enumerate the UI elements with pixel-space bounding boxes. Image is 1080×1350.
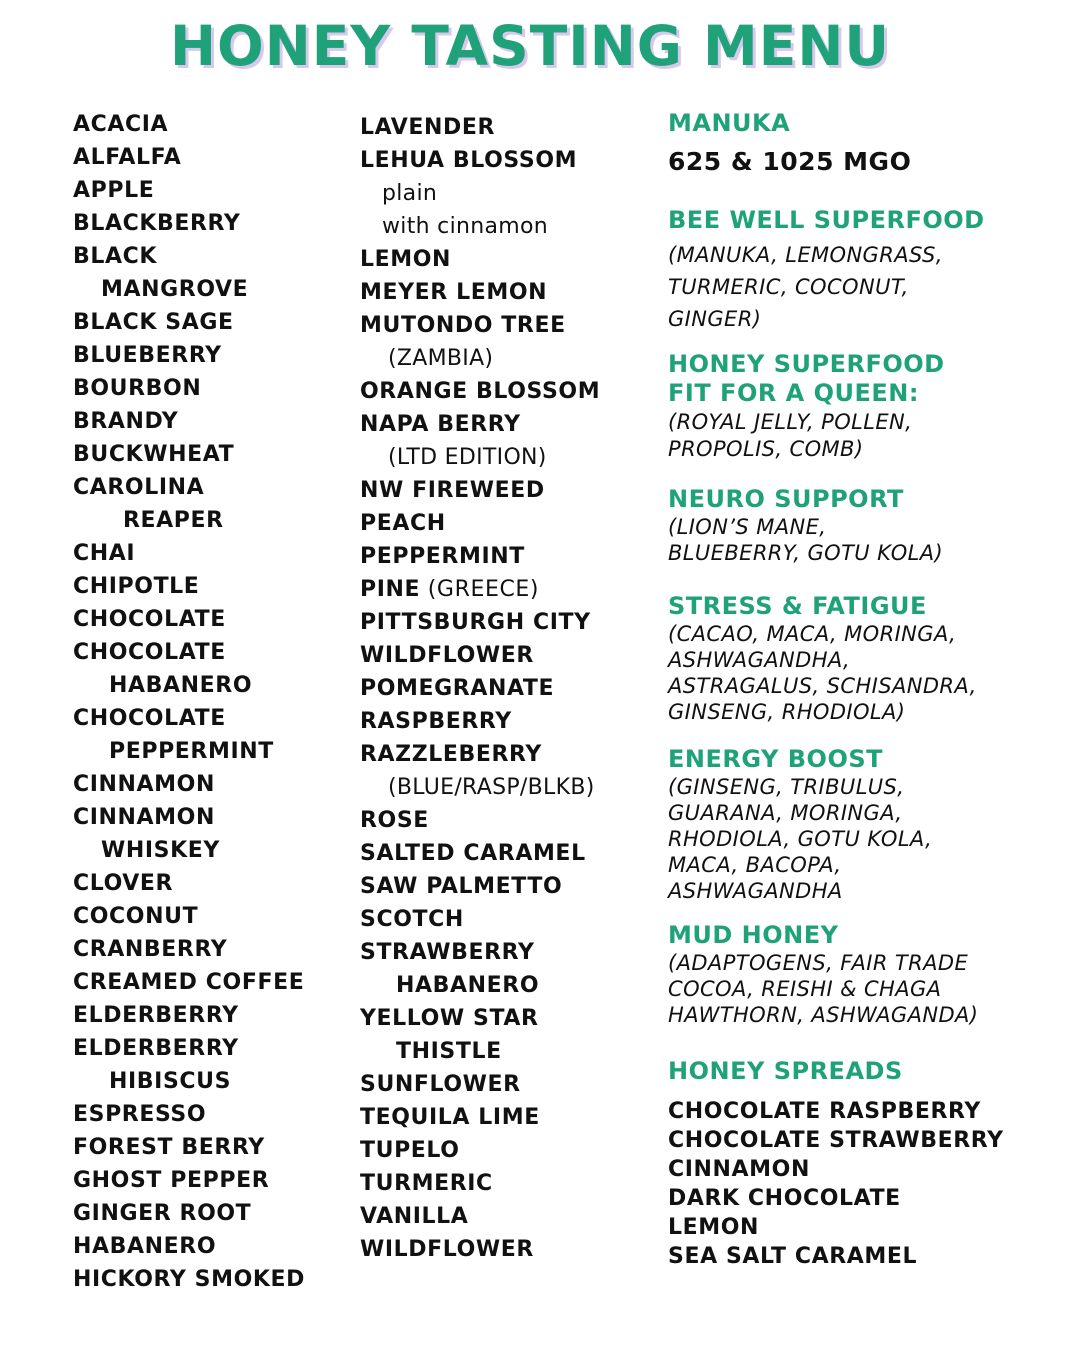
section-heading-bee-well: BEE WELL SUPERFOOD — [668, 206, 985, 234]
section-desc-line: (MANUKA, LEMONGRASS, — [668, 243, 943, 267]
menu-item: ALFALFA — [73, 145, 182, 170]
spread-item: CHOCOLATE STRAWBERRY — [668, 1128, 1004, 1153]
section-desc-line: BLUEBERRY, GOTU KOLA) — [668, 541, 944, 565]
spread-item: CINNAMON — [668, 1157, 810, 1182]
menu-item-note: (GREECE) — [420, 577, 540, 602]
menu-item: CHAI — [73, 541, 136, 566]
menu-item: ELDERBERRY — [73, 1003, 239, 1028]
section-heading-stress: STRESS & FATIGUE — [668, 592, 927, 620]
section-desc-line: GINSENG, RHODIOLA) — [668, 700, 906, 724]
menu-item: BLACKBERRY — [73, 211, 241, 236]
menu-item: CREAMED COFFEE — [73, 970, 305, 995]
section-sub-manuka: 625 & 1025 MGO — [668, 147, 912, 176]
section-desc-line: GUARANA, MORINGA, — [668, 801, 903, 825]
menu-item: COCONUT — [73, 904, 199, 929]
menu-item: BLUEBERRY — [73, 343, 222, 368]
menu-item: PEACH — [360, 511, 446, 536]
menu-item: GINGER ROOT — [73, 1201, 252, 1226]
menu-item: CHOCOLATE — [73, 640, 226, 665]
menu-item-continuation: REAPER — [123, 508, 224, 533]
menu-item: RASPBERRY — [360, 709, 512, 734]
menu-item: HABANERO — [73, 1234, 217, 1259]
menu-item-note: (BLUE/RASP/BLKB) — [388, 775, 595, 800]
section-desc-line: (ADAPTOGENS, FAIR TRADE — [668, 951, 969, 975]
section-desc-line: TURMERIC, COCONUT, — [668, 275, 909, 299]
menu-item: LEMON — [360, 247, 452, 272]
menu-item-continuation: HIBISCUS — [109, 1069, 232, 1094]
menu-item: CRANBERRY — [73, 937, 228, 962]
section-heading-queen-2: FIT FOR A QUEEN: — [668, 379, 919, 407]
menu-item: SCOTCH — [360, 907, 464, 932]
menu-item: LEHUA BLOSSOM — [360, 148, 578, 173]
section-desc-line: COCOA, REISHI & CHAGA — [668, 977, 942, 1001]
menu-item: LAVENDER — [360, 115, 496, 140]
menu-item: MUTONDO TREE — [360, 313, 566, 338]
menu-item: PEPPERMINT — [360, 544, 525, 569]
menu-item-continuation: HABANERO — [109, 673, 253, 698]
menu-item-continuation: WHISKEY — [101, 838, 220, 863]
spread-item: CHOCOLATE RASPBERRY — [668, 1099, 981, 1124]
menu-item: GHOST PEPPER — [73, 1168, 270, 1193]
spread-item: SEA SALT CARAMEL — [668, 1244, 918, 1269]
section-desc-line: ASHWAGANDHA, — [668, 648, 851, 672]
menu-item-continuation: HABANERO — [396, 973, 540, 998]
section-desc-line: MACA, BACOPA, — [668, 853, 842, 877]
section-desc-line: ASHWAGANDHA — [668, 879, 843, 903]
menu-item: BUCKWHEAT — [73, 442, 235, 467]
menu-item-note: (ZAMBIA) — [388, 346, 494, 371]
menu-item: BRANDY — [73, 409, 179, 434]
spread-item: LEMON — [668, 1215, 760, 1240]
menu-item-note: (LTD EDITION) — [388, 445, 547, 470]
menu-item: ESPRESSO — [73, 1102, 207, 1127]
menu-item: HICKORY SMOKED — [73, 1267, 306, 1292]
menu-item: CHOCOLATE — [73, 607, 226, 632]
menu-item: POMEGRANATE — [360, 676, 555, 701]
menu-item: YELLOW STAR — [360, 1006, 539, 1031]
menu-item-continuation: PEPPERMINT — [109, 739, 274, 764]
menu-item: ELDERBERRY — [73, 1036, 239, 1061]
menu-item: RAZZLEBERRY — [360, 742, 542, 767]
menu-item-continuation: MANGROVE — [101, 277, 249, 302]
section-desc-line: (LION’S MANE, — [668, 515, 827, 539]
spread-item: DARK CHOCOLATE — [668, 1186, 901, 1211]
honey-list-column-1 — [73, 108, 348, 1296]
section-desc-line: ASTRAGALUS, SCHISANDRA, — [668, 674, 977, 698]
menu-item: BOURBON — [73, 376, 202, 401]
menu-item: VANILLA — [360, 1204, 469, 1229]
menu-item: CLOVER — [73, 871, 174, 896]
section-desc-line: (ROYAL JELLY, POLLEN, — [668, 410, 913, 434]
menu-item: PITTSBURGH CITY — [360, 610, 591, 635]
menu-item: ROSE — [360, 808, 429, 833]
section-heading-manuka: MANUKA — [668, 109, 791, 137]
menu-item: TUPELO — [360, 1138, 460, 1163]
section-heading-spreads: HONEY SPREADS — [668, 1057, 903, 1085]
menu-item: CINNAMON — [73, 805, 215, 830]
menu-item: NAPA BERRY — [360, 412, 521, 437]
menu-item-variant: with cinnamon — [382, 214, 548, 239]
menu-item: CINNAMON — [73, 772, 215, 797]
menu-item: FOREST BERRY — [73, 1135, 265, 1160]
section-heading-mud: MUD HONEY — [668, 921, 839, 949]
menu-item: CHOCOLATE — [73, 706, 226, 731]
menu-item: CAROLINA — [73, 475, 205, 500]
menu-item: WILDFLOWER — [360, 1237, 534, 1262]
honey-list-column-2 — [360, 111, 650, 1266]
menu-item: SALTED CARAMEL — [360, 841, 586, 866]
menu-item: ORANGE BLOSSOM — [360, 379, 601, 404]
section-heading-energy: ENERGY BOOST — [668, 745, 884, 773]
menu-item-variant: plain — [382, 181, 438, 206]
menu-item: BLACK — [73, 244, 158, 269]
section-heading-queen: HONEY SUPERFOOD — [668, 350, 945, 378]
menu-item: MEYER LEMON — [360, 280, 548, 305]
section-desc-line: (GINSENG, TRIBULUS, — [668, 775, 905, 799]
menu-item: SUNFLOWER — [360, 1072, 521, 1097]
section-desc-line: RHODIOLA, GOTU KOLA, — [668, 827, 933, 851]
menu-item-name: PINE — [360, 577, 421, 602]
section-desc-line: GINGER) — [668, 307, 762, 331]
menu-item: ACACIA — [73, 112, 169, 137]
menu-item: APPLE — [73, 178, 155, 203]
menu-item: BLACK SAGE — [73, 310, 234, 335]
section-desc-line: PROPOLIS, COMB) — [668, 437, 864, 461]
section-desc-line: HAWTHORN, ASHWAGANDA) — [668, 1003, 979, 1027]
menu-item: TEQUILA LIME — [360, 1105, 540, 1130]
section-heading-neuro: NEURO SUPPORT — [668, 485, 904, 513]
spreads-list — [668, 1097, 1004, 1271]
menu-item: WILDFLOWER — [360, 643, 534, 668]
menu-item: NW FIREWEED — [360, 478, 545, 503]
menu-item: TURMERIC — [360, 1171, 493, 1196]
menu-item: STRAWBERRY — [360, 940, 535, 965]
section-desc-line: (CACAO, MACA, MORINGA, — [668, 622, 957, 646]
menu-item: CHIPOTLE — [73, 574, 200, 599]
menu-item: SAW PALMETTO — [360, 874, 563, 899]
menu-item-continuation: THISTLE — [396, 1039, 502, 1064]
menu-item-pine — [360, 573, 650, 606]
page-title: HONEY TASTING MENU — [169, 14, 891, 78]
